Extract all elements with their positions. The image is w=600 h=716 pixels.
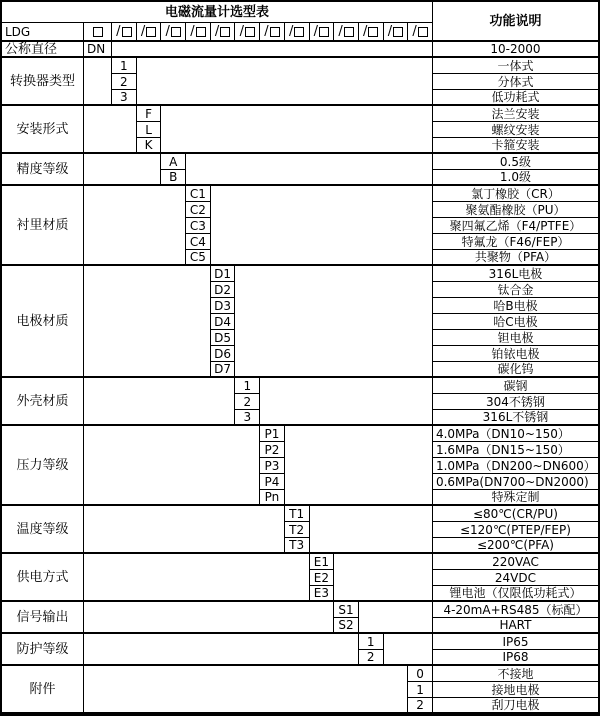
- code-cell: 2: [112, 74, 137, 90]
- code-cell: D1: [211, 266, 236, 282]
- model-code-box: [84, 23, 112, 42]
- value-cell: ≤80℃(CR/PU): [433, 506, 598, 522]
- code-cell: D5: [211, 330, 236, 346]
- model-prefix: LDG: [2, 23, 84, 42]
- value-cell: 316L电极: [433, 266, 598, 282]
- value-cell: 分体式: [433, 74, 598, 90]
- spacer-cell: [334, 554, 433, 602]
- code-cell: 1: [359, 634, 384, 650]
- spacer-cell: [84, 506, 285, 554]
- group-label: 压力等级: [2, 426, 84, 506]
- code-cell: 2: [359, 650, 384, 666]
- empty-box-icon: [196, 27, 206, 37]
- value-cell: 接地电极: [433, 682, 598, 698]
- code-cell: C3: [186, 218, 211, 234]
- code-cell: D4: [211, 314, 236, 330]
- spacer-cell: [84, 554, 310, 602]
- model-code-box: [285, 23, 310, 42]
- spacer-cell: [137, 58, 433, 106]
- model-code-box: [384, 23, 409, 42]
- spacer-cell: [285, 426, 433, 506]
- model-code-box: [137, 23, 162, 42]
- slash-separator: /: [190, 24, 195, 39]
- model-code-box: [235, 23, 260, 42]
- value-cell: 氯丁橡胶（CR）: [433, 186, 598, 202]
- value-cell: 4.0MPa（DN10~150）: [433, 426, 598, 442]
- empty-box-icon: [368, 27, 378, 37]
- value-cell: 锂电池（仅限低功耗式）: [433, 586, 598, 602]
- spacer-cell: [84, 666, 408, 714]
- value-cell: 聚氨酯橡胶（PU）: [433, 202, 598, 218]
- spacer-cell: [161, 106, 433, 154]
- code-cell: 2: [408, 698, 433, 714]
- slash-separator: /: [387, 24, 393, 39]
- group-label: 供电方式: [2, 554, 84, 602]
- model-code-box: [112, 23, 137, 42]
- value-cell: 24VDC: [433, 570, 598, 586]
- spacer-cell: [310, 506, 433, 554]
- empty-box-icon: [146, 27, 156, 37]
- value-cell: 钛合金: [433, 282, 598, 298]
- code-cell: T2: [285, 522, 310, 538]
- code-cell: Pn: [260, 490, 285, 506]
- code-cell: B: [161, 170, 186, 186]
- function-header: 功能说明: [433, 2, 598, 42]
- value-cell: IP65: [433, 634, 598, 650]
- model-code-box: [161, 23, 186, 42]
- code-cell: 1: [235, 378, 260, 394]
- spacer-cell: [112, 42, 433, 58]
- value-cell: 1.0级: [433, 170, 598, 186]
- spacer-cell: [211, 186, 433, 266]
- model-code-box: [186, 23, 211, 42]
- value-cell: 1.6MPa（DN15~150）: [433, 442, 598, 458]
- spacer-cell: [84, 634, 359, 666]
- code-cell: 0: [408, 666, 433, 682]
- code-cell: S1: [334, 602, 359, 618]
- model-code-box: [211, 23, 236, 42]
- slash-separator: /: [412, 24, 417, 39]
- empty-box-icon: [418, 27, 428, 37]
- code-cell: C1: [186, 186, 211, 202]
- table-title: 电磁流量计选型表: [2, 2, 433, 23]
- slash-separator: /: [165, 24, 170, 39]
- spacer-cell: [84, 58, 112, 106]
- code-cell: D7: [211, 362, 236, 378]
- code-cell: L: [137, 122, 162, 138]
- code-cell: D6: [211, 346, 236, 362]
- slash-separator: /: [363, 24, 368, 39]
- model-code-box: [359, 23, 384, 42]
- code-cell: 1: [408, 682, 433, 698]
- value-cell: 聚四氟乙烯（F4/PTFE）: [433, 218, 598, 234]
- value-cell: 铂铱电极: [433, 346, 598, 362]
- value-cell: 法兰安装: [433, 106, 598, 122]
- value-cell: 0.6MPa(DN700~DN2000): [433, 474, 598, 490]
- value-cell: 不接地: [433, 666, 598, 682]
- spacer-cell: [84, 602, 334, 634]
- group-label: 转换器类型: [2, 58, 84, 106]
- code-cell: E1: [310, 554, 335, 570]
- group-label: 附件: [2, 666, 84, 714]
- model-code-box: [260, 23, 285, 42]
- model-code-box: [408, 23, 433, 42]
- diameter-value: 10-2000: [433, 42, 598, 58]
- code-cell: S2: [334, 618, 359, 634]
- value-cell: 碳化钨: [433, 362, 598, 378]
- group-label: 安装形式: [2, 106, 84, 154]
- code-cell: K: [137, 138, 162, 154]
- value-cell: 低功耗式: [433, 90, 598, 106]
- code-cell: 1: [112, 58, 137, 74]
- spacer-cell: [84, 186, 186, 266]
- spacer-cell: [235, 266, 433, 378]
- empty-box-icon: [93, 27, 103, 37]
- spacer-cell: [186, 154, 433, 186]
- code-cell: 3: [112, 90, 137, 106]
- value-cell: ≤200℃(PFA): [433, 538, 598, 554]
- slash-separator: /: [116, 24, 121, 39]
- group-label: 电极材质: [2, 266, 84, 378]
- group-label: 温度等级: [2, 506, 84, 554]
- value-cell: 特殊定制: [433, 490, 598, 506]
- code-cell: E3: [310, 586, 335, 602]
- code-cell: C2: [186, 202, 211, 218]
- value-cell: 特氟龙（F46/FEP）: [433, 234, 598, 250]
- empty-box-icon: [245, 27, 255, 37]
- diameter-code: DN: [84, 42, 112, 58]
- spacer-cell: [84, 378, 235, 426]
- empty-box-icon: [344, 27, 354, 37]
- spacer-cell: [84, 106, 137, 154]
- value-cell: 刮刀电极: [433, 698, 598, 714]
- value-cell: 304不锈钢: [433, 394, 598, 410]
- code-cell: T1: [285, 506, 310, 522]
- value-cell: 4-20mA+RS485（标配）: [433, 602, 598, 618]
- slash-separator: /: [338, 24, 343, 39]
- code-cell: 3: [235, 410, 260, 426]
- group-label-diameter: 公称直径: [2, 42, 84, 58]
- slash-separator: /: [140, 24, 146, 39]
- value-cell: 1.0MPa（DN200~DN600）: [433, 458, 598, 474]
- group-label: 衬里材质: [2, 186, 84, 266]
- code-cell: P2: [260, 442, 285, 458]
- empty-box-icon: [122, 27, 132, 37]
- empty-box-icon: [270, 27, 280, 37]
- spacer-cell: [260, 378, 433, 426]
- value-cell: 一体式: [433, 58, 598, 74]
- code-cell: E2: [310, 570, 335, 586]
- value-cell: 0.5级: [433, 154, 598, 170]
- code-cell: A: [161, 154, 186, 170]
- code-cell: T3: [285, 538, 310, 554]
- value-cell: 卡箍安装: [433, 138, 598, 154]
- value-cell: 螺纹安装: [433, 122, 598, 138]
- code-cell: P4: [260, 474, 285, 490]
- value-cell: 共聚物（PFA）: [433, 250, 598, 266]
- value-cell: 316L不锈钢: [433, 410, 598, 426]
- slash-separator: /: [214, 24, 220, 39]
- slash-separator: /: [288, 24, 294, 39]
- group-label: 精度等级: [2, 154, 84, 186]
- code-cell: 2: [235, 394, 260, 410]
- value-cell: IP68: [433, 650, 598, 666]
- slash-separator: /: [264, 24, 269, 39]
- empty-box-icon: [319, 27, 329, 37]
- value-cell: ≤120℃(PTEP/FEP): [433, 522, 598, 538]
- model-code-box: [334, 23, 359, 42]
- code-cell: D3: [211, 298, 236, 314]
- code-cell: C5: [186, 250, 211, 266]
- value-cell: 哈C电极: [433, 314, 598, 330]
- value-cell: 哈B电极: [433, 298, 598, 314]
- spacer-cell: [84, 154, 161, 186]
- spacer-cell: [84, 266, 211, 378]
- spacer-cell: [84, 426, 260, 506]
- code-cell: F: [137, 106, 162, 122]
- value-cell: 碳钢: [433, 378, 598, 394]
- slash-separator: /: [239, 24, 244, 39]
- empty-box-icon: [220, 27, 230, 37]
- spacer-cell: [384, 634, 433, 666]
- group-label: 外壳材质: [2, 378, 84, 426]
- code-cell: D2: [211, 282, 236, 298]
- code-cell: C4: [186, 234, 211, 250]
- value-cell: 220VAC: [433, 554, 598, 570]
- value-cell: 钽电极: [433, 330, 598, 346]
- value-cell: HART: [433, 618, 598, 634]
- group-label: 信号输出: [2, 602, 84, 634]
- code-cell: P3: [260, 458, 285, 474]
- empty-box-icon: [171, 27, 181, 37]
- slash-separator: /: [313, 24, 319, 39]
- model-code-box: [310, 23, 335, 42]
- code-cell: P1: [260, 426, 285, 442]
- spacer-cell: [359, 602, 433, 634]
- empty-box-icon: [393, 27, 403, 37]
- group-label: 防护等级: [2, 634, 84, 666]
- empty-box-icon: [294, 27, 304, 37]
